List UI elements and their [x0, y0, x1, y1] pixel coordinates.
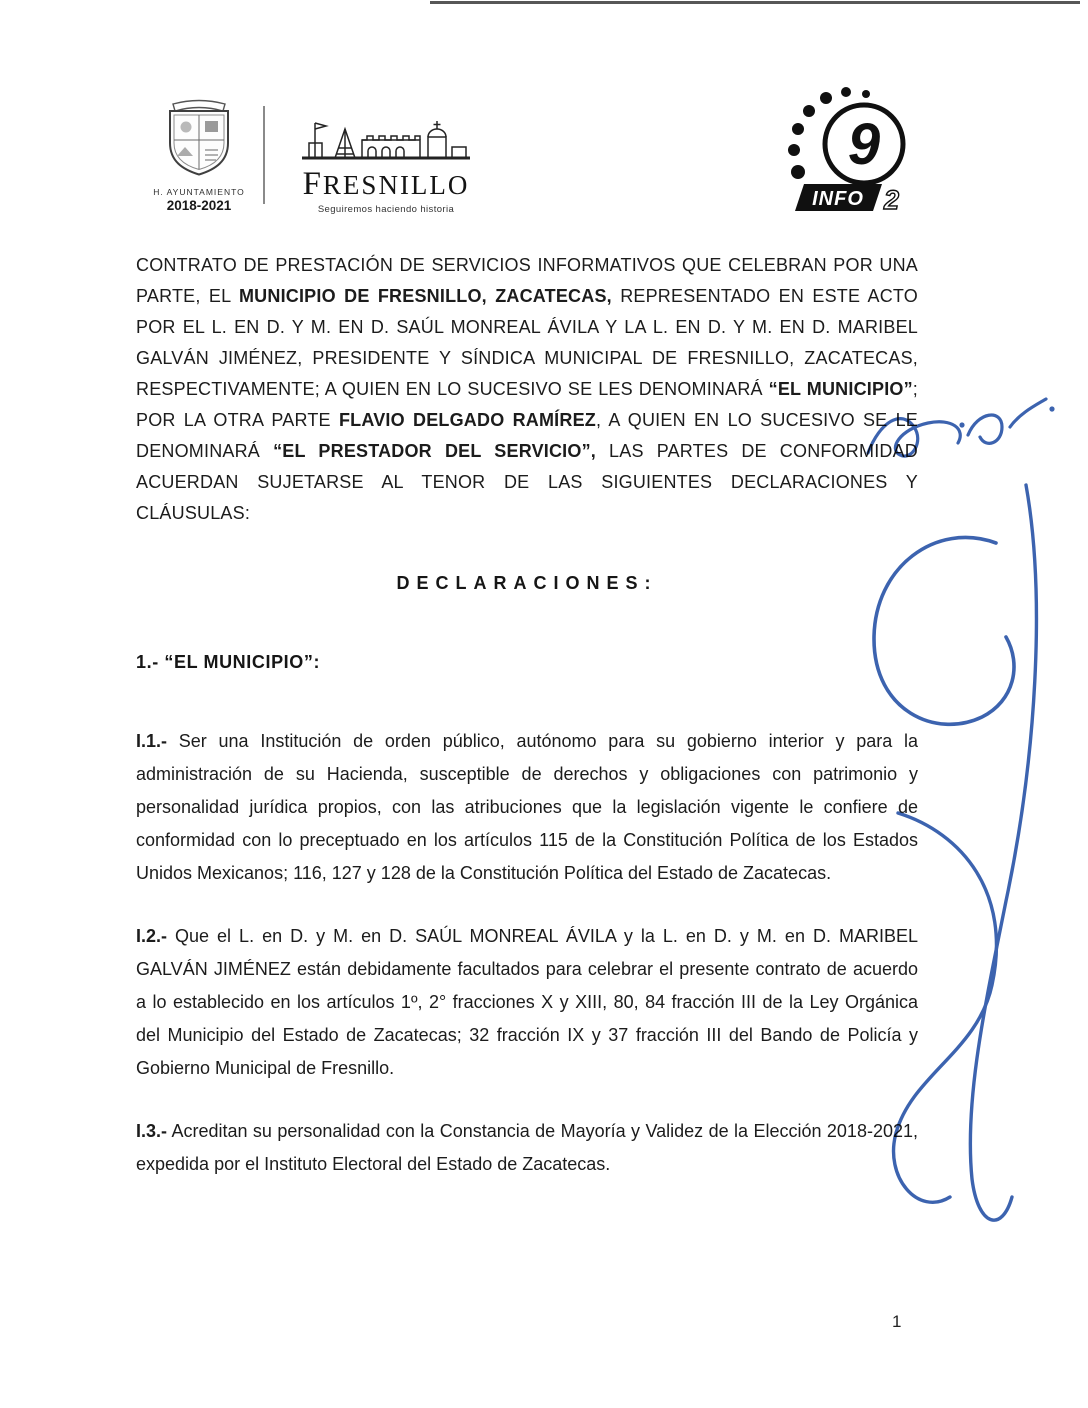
municipio-heading: 1.- “EL MUNICIPIO”: [136, 652, 321, 672]
clause-i2 [136, 920, 918, 1085]
fresnillo-wordmark: FRESNILLO [302, 166, 470, 202]
ayuntamiento-logo [146, 94, 252, 213]
intro-paragraph [136, 250, 918, 529]
page-number: 1 [892, 1312, 902, 1331]
text-run: REPRESENTADO EN ESTE ACTO POR EL L. EN D. Y M. EN D. SAÚL MONREAL ÁVILA Y LA L. EN D. Y M. EN D. MARIBEL GALVÁN JIMÉNEZ, PRESIDENTE Y SÍNDICA MUNICIPAL DE FRESNILLO, ZACATECAS, RESPECTIVAMENTE; A QUIEN EN LO SUCESIVO SE LES DENOMINARÁ [136, 286, 918, 399]
text-run: , A QUIEN EN LO SUCESIVO SE LE DENOMINARÁ [136, 410, 918, 461]
contract-body [136, 250, 918, 1181]
text-run: ; POR LA OTRA PARTE [136, 379, 918, 430]
fresnillo-tagline: Seguiremos haciendo historia [317, 204, 455, 215]
text-run: I.2.- [136, 926, 168, 946]
info9-icon [784, 84, 920, 216]
info9-logo [784, 84, 920, 221]
text-run: “EL MUNICIPIO” [768, 379, 913, 399]
text-run: I.3.- [136, 1121, 168, 1141]
channel-number: 9 [847, 112, 881, 177]
text-run: Ser una Institución de orden público, autónomo para su gobierno interior y para la administración de su Hacienda, susceptible de derechos y obligaciones con patrimonio y personalidad jurídica propios, con las atribuciones que la legislación vigente le confiere de conformidad con lo preceptuado en los artículos 115 de la Constitución Política de los Estados Unidos Mexicanos; 116, 127 y 128 de la Constitución Política del Estado de Zacatecas. [136, 731, 918, 883]
text-run: Acreditan su personalidad con la Constancia de Mayoría y Validez de la Elección 2018-2021, expedida por el Instituto Electoral del Estado de Zacatecas. [136, 1121, 918, 1174]
info-badge-suffix: 2 [884, 185, 900, 215]
declaraciones-heading: DECLARACIONES: [396, 573, 658, 593]
fresnillo-logo [286, 110, 486, 215]
fresnillo-skyline-icon [300, 110, 472, 162]
text-run: Que el L. en D. y M. en D. SAÚL MONREAL ÁVILA y la L. en D. y M. en D. MARIBEL GALVÁN JIMÉNEZ están debidamente facultados para celebrar el presente contrato de acuerdo a lo establecido en los artículos 1º, 2° fracciones X y XIII, 80, 84 fracción III de la Ley Orgánica del Municipio del Estado de Zacatecas; 32 fracción IX y 37 fracción III del Bando de Policía y Gobierno Municipal de Fresnillo. [136, 926, 918, 1078]
ayuntamiento-caption: H. AYUNTAMIENTO [153, 187, 245, 197]
text-run: MUNICIPIO DE FRESNILLO, ZACATECAS, [238, 286, 612, 306]
info-badge-label: INFO [812, 188, 864, 210]
text-run: I.1.- [136, 731, 168, 751]
text-run: FLAVIO DELGADO RAMÍREZ [338, 410, 596, 430]
scan-artifact-line [430, 1, 1080, 4]
text-run: CONTRATO DE PRESTACIÓN DE SERVICIOS INFORMATIVOS QUE CELEBRAN POR UNA PARTE, EL [136, 255, 918, 306]
letterhead-divider [263, 106, 265, 204]
ayuntamiento-term: 2018-2021 [166, 198, 232, 213]
clause-i3 [136, 1115, 918, 1181]
text-run: “EL PRESTADOR DEL SERVICIO”, [273, 441, 596, 461]
clause-i1 [136, 725, 918, 890]
coat-of-arms-icon [157, 94, 241, 180]
text-run: LAS PARTES DE CONFORMIDAD ACUERDAN SUJETARSE AL TENOR DE LAS SIGUIENTES DECLARACIONES Y CLÁUSULAS: [136, 441, 918, 523]
